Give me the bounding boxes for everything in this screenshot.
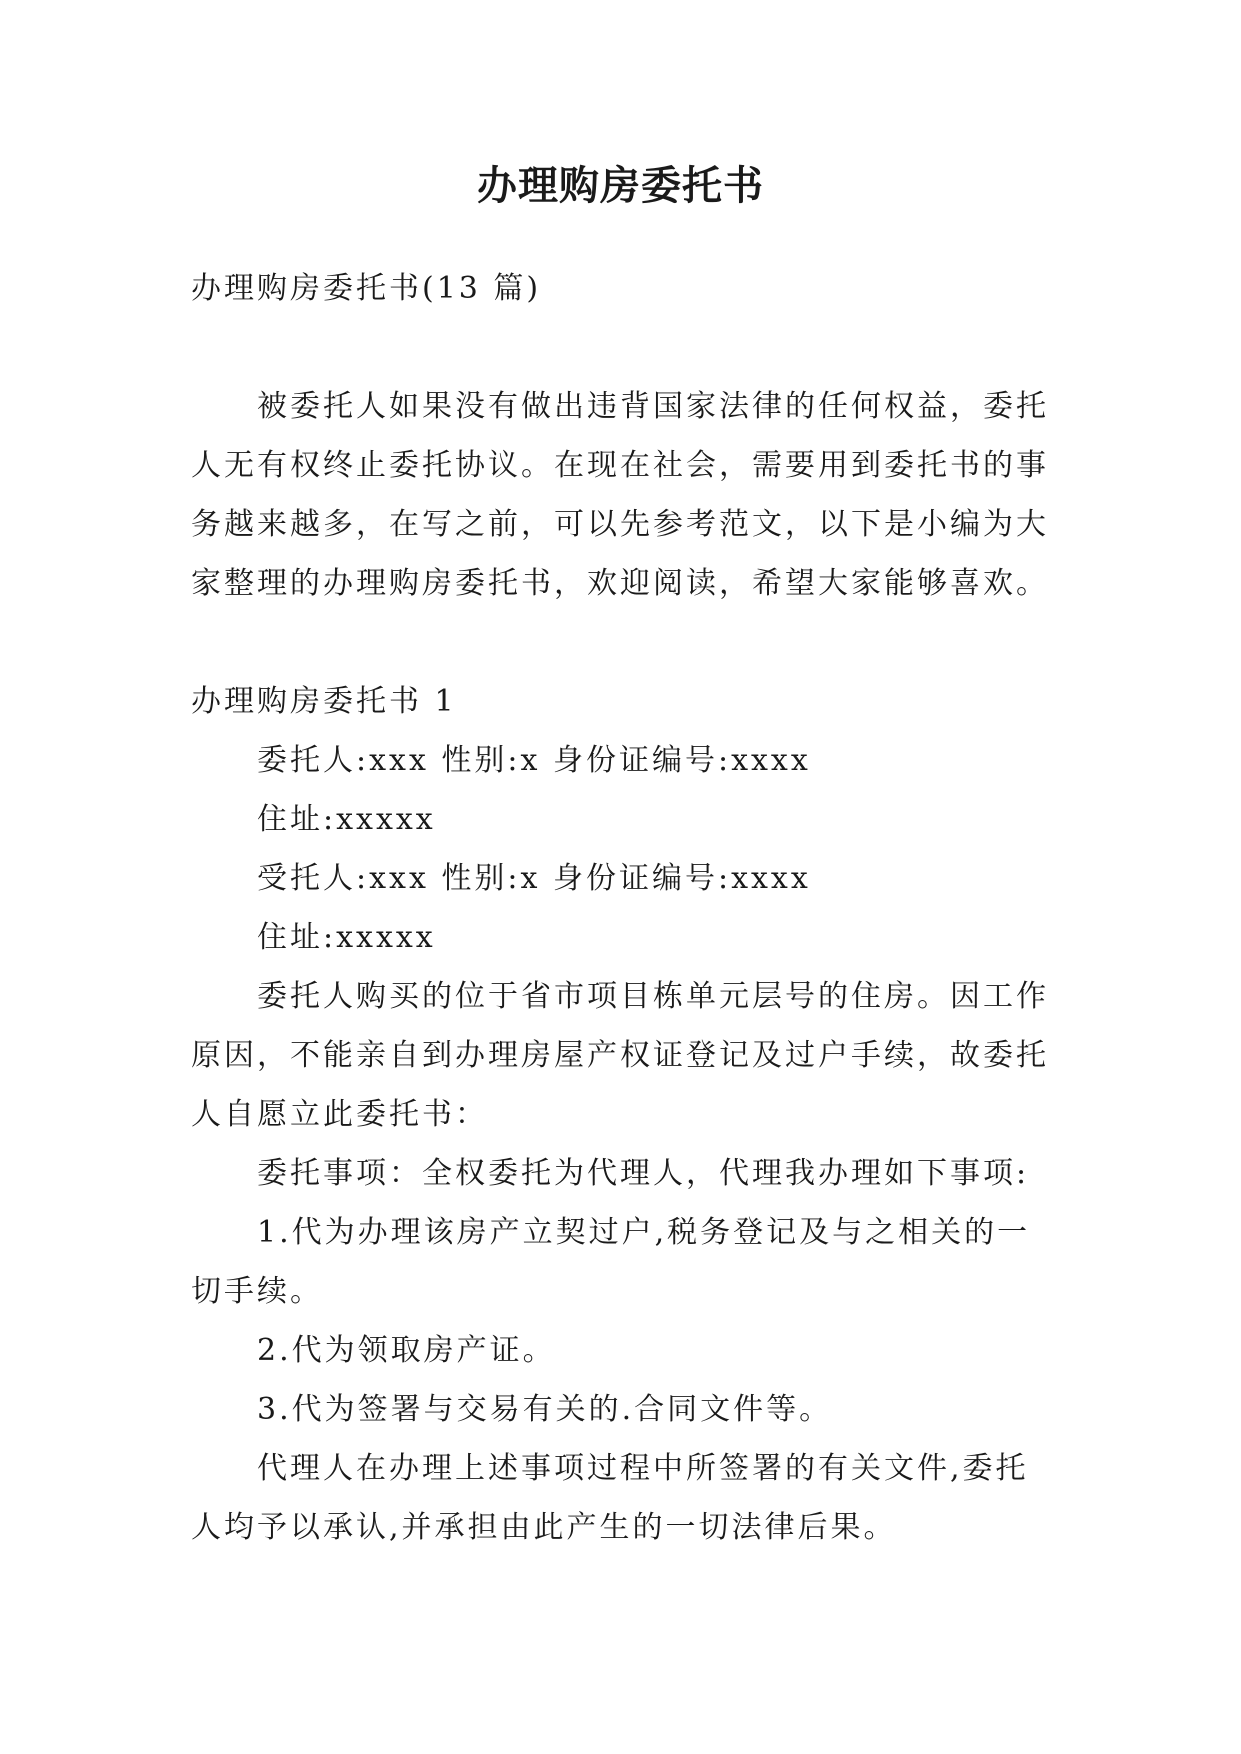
reason-paragraph: 委托人购买的位于省市项目栋单元层号的住房。因工作原因，不能亲自到办理房屋产权证登记及过户手续，故委托人自愿立此委托书： [191, 979, 1049, 1132]
agent-address-line: 住址:xxxxx [257, 920, 436, 955]
document-body [191, 259, 1061, 1557]
matter-item: 1.代为办理该房产立契过户,税务登记及与之相关的一切手续。 [191, 1215, 1031, 1309]
principal-line: 委托人:xxx 性别:x 身份证编号:xxxx [257, 743, 811, 778]
document-title: 办理购房委托书 [477, 162, 764, 209]
agent-line: 受托人:xxx 性别:x 身份证编号:xxxx [257, 861, 811, 896]
acknowledgement-paragraph: 代理人在办理上述事项过程中所签署的有关文件,委托人均予以承认,并承担由此产生的一切法律后果。 [191, 1451, 1029, 1545]
principal-address-line: 住址:xxxxx [257, 802, 436, 837]
matter-item: 2.代为领取房产证。 [257, 1333, 556, 1368]
intro-paragraph: 被委托人如果没有做出违背国家法律的任何权益，委托人无有权终止委托协议。在现在社会，需要用到委托书的事务越来越多，在写之前，可以先参考范文，以下是小编为大家整理的办理购房委托书，欢迎阅读，希望大家能够喜欢。 [191, 389, 1049, 601]
section-heading: 办理购房委托书 1 [191, 684, 457, 719]
matters-heading: 委托事项：全权委托为代理人，代理我办理如下事项: [257, 1156, 1030, 1191]
matter-item: 3.代为签署与交易有关的.合同文件等。 [257, 1392, 833, 1427]
document-subtitle: 办理购房委托书(13 篇) [191, 271, 542, 306]
